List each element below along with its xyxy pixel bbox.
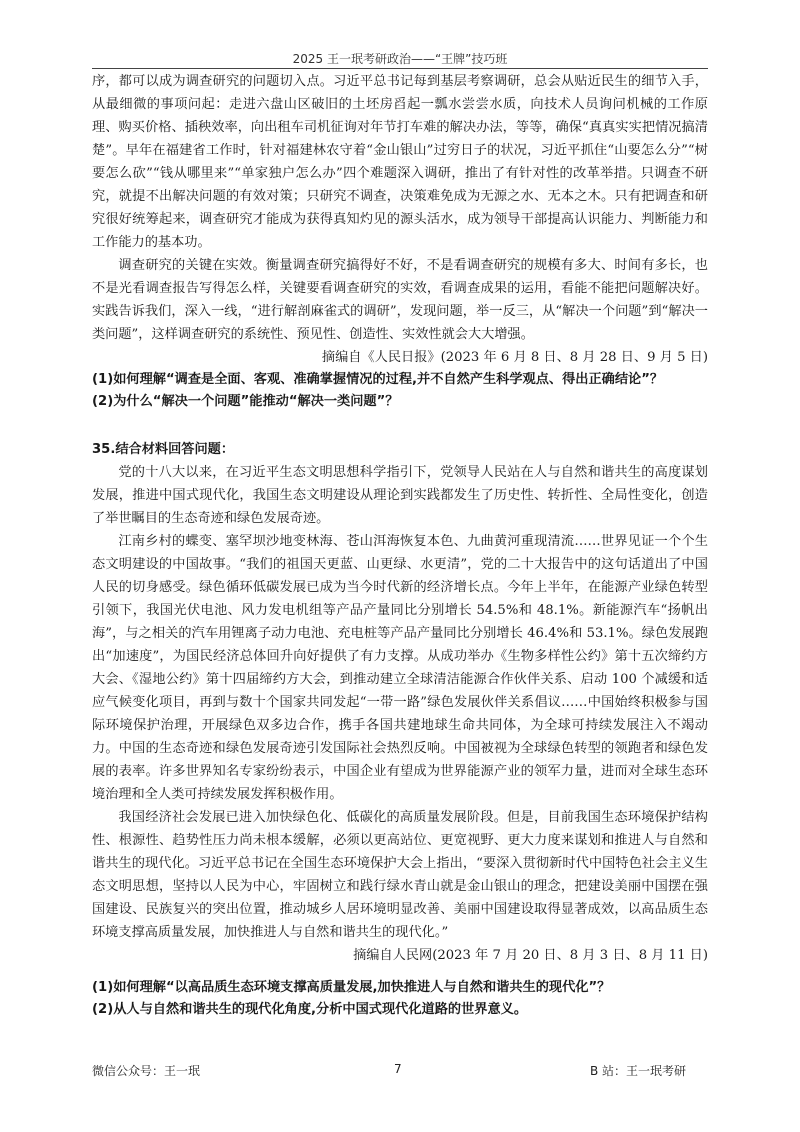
s34-paragraph-1: 序，都可以成为调查研究的问题切入点。习近平总书记每到基层考察调研，总会从贴近民生的细节入手，从最细微的事项问起：走进六盘山区破旧的土坯房舀起一瓢水尝尝水质，向技术人员询问机械的工作原理、购买价格、插秧效率，向出租车司机征询对年节打车难的解决办法，等等，确保“真真实实把情况搞清楚”。早年在福建省工作时，针对福建林农守着“金山银山”过穷日子的状况，习近平抓住“山要怎么分”“树要怎么砍”“钱从哪里来”“单家独户怎么办”四个难题深入调研，推出了有针对性的改革举措。只调查不研究，就提不出解决问题的有效对策；只研究不调查，决策难免成为无源之水、无本之木。只有把调查和研究很好统筹起来，调查研究才能成为获得真知灼见的源头活水，成为领导干部提高认识能力、判断能力和工作能力的基本功。 xyxy=(92,74,708,250)
header-divider xyxy=(92,68,708,69)
page-header: 2025 王一珉考研政治——“王牌”技巧班 xyxy=(292,52,508,66)
s34-paragraph-2: 调查研究的关键在实效。衡量调查研究搞得好不好，不是看调查研究的规模有多大、时间有多长，也不是光看调查报告写得怎么样，关键要看调查研究的实效，看调查成果的运用，看能不能把问题解决好。实践告诉我们，深入一线，“进行解剖麻雀式的调研”，发现问题，举一反三，从“解决一个问题”到“解决一类问题”，这样调查研究的系统性、预见性、创造性、实效性就会大大增强。 xyxy=(92,258,708,342)
s34-source: 摘编自《人民日报》(2023 年 6 月 8 日、8 月 28 日、9 月 5 日) xyxy=(321,350,708,365)
s35-heading: 35.结合材料回答问题： xyxy=(92,442,235,457)
page-body xyxy=(92,70,708,1021)
footer-page-number: 7 xyxy=(394,1062,402,1076)
s35-question-1: (1)如何理解“以高品质生态环境支撑高质量发展,加快推进人与自然和谐共生的现代化”？ xyxy=(92,980,611,995)
footer-wechat: 微信公众号：王一珉 xyxy=(92,1064,201,1078)
s34-question-2: (2)为什么“解决一个问题”能推动“解决一类问题”？ xyxy=(92,394,399,409)
s35-paragraph-3: 我国经济社会发展已进入加快绿色化、低碳化的高质量发展阶段。但是，目前我国生态环境保护结构性、根源性、趋势性压力尚未根本缓解，必须以更高站位、更宽视野、更大力度来谋划和推进人与自然和谐共生的现代化。习近平总书记在全国生态环境保护大会上指出，“要深入贯彻新时代中国特色社会主义生态文明思想，坚持以人民为中心，牢固树立和践行绿水青山就是金山银山的理念，把建设美丽中国摆在强国建设、民族复兴的突出位置，推动城乡人居环境明显改善、美丽中国建设取得显著成效，以高品质生态环境支撑高质量发展，加快推进人与自然和谐共生的现代化。” xyxy=(92,810,708,940)
s35-source: 摘编自人民网(2023 年 7 月 20 日、8 月 3 日、8 月 11 日) xyxy=(353,948,708,963)
footer-bilibili: B 站：王一珉考研 xyxy=(590,1064,687,1078)
s35-paragraph-2: 江南乡村的蝶变、塞罕坝沙地变林海、苍山洱海恢复本色、九曲黄河重现清流……世界见证一个个生态文明建设的中国故事。“我们的祖国天更蓝、山更绿、水更清”，党的二十大报告中的这句话道出了中国人民的切身感受。绿色循环低碳发展已成为当今时代新的经济增长点。今年上半年，在能源产业绿色转型引领下，我国光伏电池、风力发电机组等产品产量同比分别增长 54.5%和 48.1%。新能源汽车“扬帆出海”，与之相关的汽车用锂离子动力电池、充电桩等产品产量同比分别增长 46.4%和 53.1%。绿色发展跑出“加速度”，为国民经济总体回升向好提供了有力支撑。从成功举办《生物多样性公约》第十五次缔约方大会、《湿地公约》第十四届缔约方大会，到推动建立全球清洁能源合作伙伴关系、启动 100 个减缓和适应气候变化项目，再到与数十个国家共同发起“一带一路”绿色发展伙伴关系倡议……中国始终积极参与国际环境保护治理，开展绿色双多边合作，携手各国共建地球生命共同体，为全球可持续发展注入不竭动力。中国的生态奇迹和绿色发展奇迹引发国际社会热烈反响。中国被视为全球绿色转型的领跑者和绿色发展的表率。许多世界知名专家纷纷表示，中国企业有望成为世界能源产业的领军力量，进而对全球生态环境治理和全人类可持续发展发挥积极作用。 xyxy=(92,534,708,802)
s35-question-2: (2)从人与自然和谐共生的现代化角度,分析中国式现代化道路的世界意义。 xyxy=(92,1002,528,1017)
s34-question-1: (1)如何理解“调查是全面、客观、准确掌握情况的过程,并不自然产生科学观点、得出正确结论”？ xyxy=(92,372,664,387)
s35-paragraph-1: 党的十八大以来，在习近平生态文明思想科学指引下，党领导人民站在人与自然和谐共生的高度谋划发展，推进中国式现代化，我国生态文明建设从理论到实践都发生了历史性、转折性、全局性变化，创造了举世瞩目的生态奇迹和绿色发展奇迹。 xyxy=(92,465,708,526)
